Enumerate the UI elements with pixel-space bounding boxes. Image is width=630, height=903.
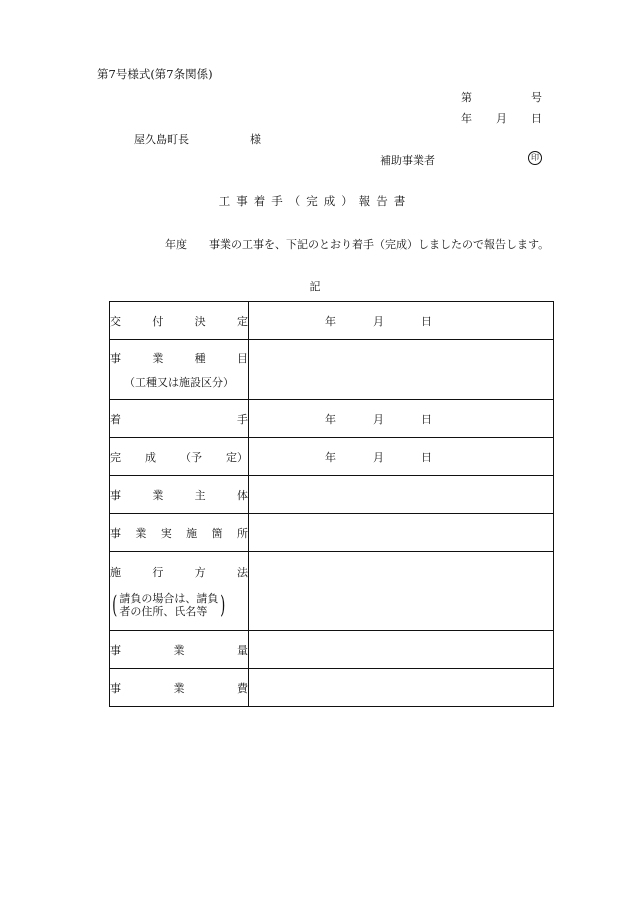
- label-char: 定: [236, 314, 248, 328]
- label-char: 着: [110, 412, 121, 426]
- label-cell: [110, 438, 249, 476]
- label-char: 箇: [211, 526, 223, 540]
- row-project-location: [110, 514, 554, 552]
- label-char: 実: [160, 526, 172, 540]
- date-year: 年: [461, 112, 472, 125]
- label-cell: [110, 476, 249, 514]
- label-char: 種: [194, 351, 206, 365]
- date-day-label: 日: [421, 412, 432, 426]
- label-char: 事: [110, 488, 121, 502]
- date-day: 日: [531, 112, 542, 125]
- label-cell: [110, 302, 249, 340]
- report-sentence: 事業の工事を、下記のとおり着手（完成）しましたので報告します。: [209, 238, 550, 251]
- report-table: [109, 301, 554, 707]
- label-cell: [110, 514, 249, 552]
- label-cell: [110, 400, 249, 438]
- row-construction-method: [110, 552, 554, 631]
- label-char: 交: [110, 314, 121, 328]
- date-day-label: 日: [421, 450, 432, 464]
- project-quantity-field[interactable]: [249, 631, 554, 669]
- report-body: [165, 236, 549, 252]
- label-cell: [110, 669, 249, 707]
- label-char: 付: [152, 314, 164, 328]
- label-char: 主: [194, 488, 206, 502]
- right-paren: ): [220, 591, 226, 619]
- row-completion: [110, 438, 554, 476]
- left-paren: (: [112, 591, 118, 619]
- label-char: 業: [152, 351, 164, 365]
- label-char: 成: [145, 450, 156, 464]
- date-month-label: 月: [373, 450, 384, 464]
- label-char: 行: [152, 566, 164, 579]
- applicant-label: 補助事業者: [380, 154, 435, 167]
- label-cell: [110, 552, 249, 631]
- date-year-label: 年: [325, 412, 336, 426]
- note-line: 者の住所、氏名等: [119, 605, 208, 618]
- addressee: 屋久島町長: [134, 133, 189, 146]
- label-char: 手: [237, 412, 248, 426]
- date-day-label: 日: [421, 314, 432, 328]
- label-char: 量: [237, 643, 248, 657]
- project-cost-field[interactable]: [249, 669, 554, 707]
- project-body-field[interactable]: [249, 476, 554, 514]
- label-char: 定）: [226, 450, 248, 464]
- seal-mark: 印: [528, 151, 542, 165]
- honorific: 様: [250, 133, 261, 146]
- document-title: 工事着手（完成）報告書: [218, 194, 412, 208]
- date-month-label: 月: [373, 314, 384, 328]
- row-grant-decision: [110, 302, 554, 340]
- label-char: 施: [110, 566, 121, 579]
- date-year-label: 年: [325, 450, 336, 464]
- completion-date-field[interactable]: [249, 438, 554, 476]
- row-project-body: [110, 476, 554, 514]
- date-year-label: 年: [325, 314, 336, 328]
- label-char: 業: [173, 643, 185, 657]
- note-line: 請負の場合は、請負: [119, 592, 219, 605]
- project-type-field[interactable]: [249, 340, 554, 400]
- label-char: 完: [110, 450, 121, 464]
- start-date-field[interactable]: [249, 400, 554, 438]
- label-char: 事: [110, 643, 121, 657]
- label-char: 事: [110, 681, 121, 695]
- label-char: 事: [110, 526, 121, 540]
- label-char: 法: [236, 566, 248, 579]
- label-char: 決: [194, 314, 206, 328]
- ki-heading: 記: [309, 280, 321, 293]
- label-char: 目: [236, 351, 248, 365]
- row-start: [110, 400, 554, 438]
- label-cell: [110, 631, 249, 669]
- project-location-field[interactable]: [249, 514, 554, 552]
- label-char: 業: [173, 681, 185, 695]
- number-suffix: 号: [531, 91, 542, 104]
- label-char: 体: [236, 488, 248, 502]
- contractor-note: [110, 592, 248, 618]
- number-label: 第: [461, 91, 472, 104]
- label-char: 費: [237, 681, 248, 695]
- row-project-cost: [110, 669, 554, 707]
- label-char: 業: [135, 526, 147, 540]
- row-project-quantity: [110, 631, 554, 669]
- date-month: 月: [496, 112, 507, 125]
- date-month-label: 月: [373, 412, 384, 426]
- label-char: 所: [236, 526, 248, 540]
- fiscal-year-word: 年度: [165, 238, 187, 251]
- grant-date-field[interactable]: [249, 302, 554, 340]
- label-char: 方: [194, 566, 206, 579]
- label-char: 施: [186, 526, 198, 540]
- label-cell: [110, 340, 249, 400]
- label-char: （予: [180, 450, 202, 464]
- label-subtext: （工種又は施設区分）: [124, 375, 234, 389]
- label-char: 事: [110, 351, 121, 365]
- construction-method-field[interactable]: [249, 552, 554, 631]
- row-project-type: [110, 340, 554, 400]
- label-char: 業: [152, 488, 164, 502]
- form-number: 第7号様式(第7条関係): [97, 67, 213, 81]
